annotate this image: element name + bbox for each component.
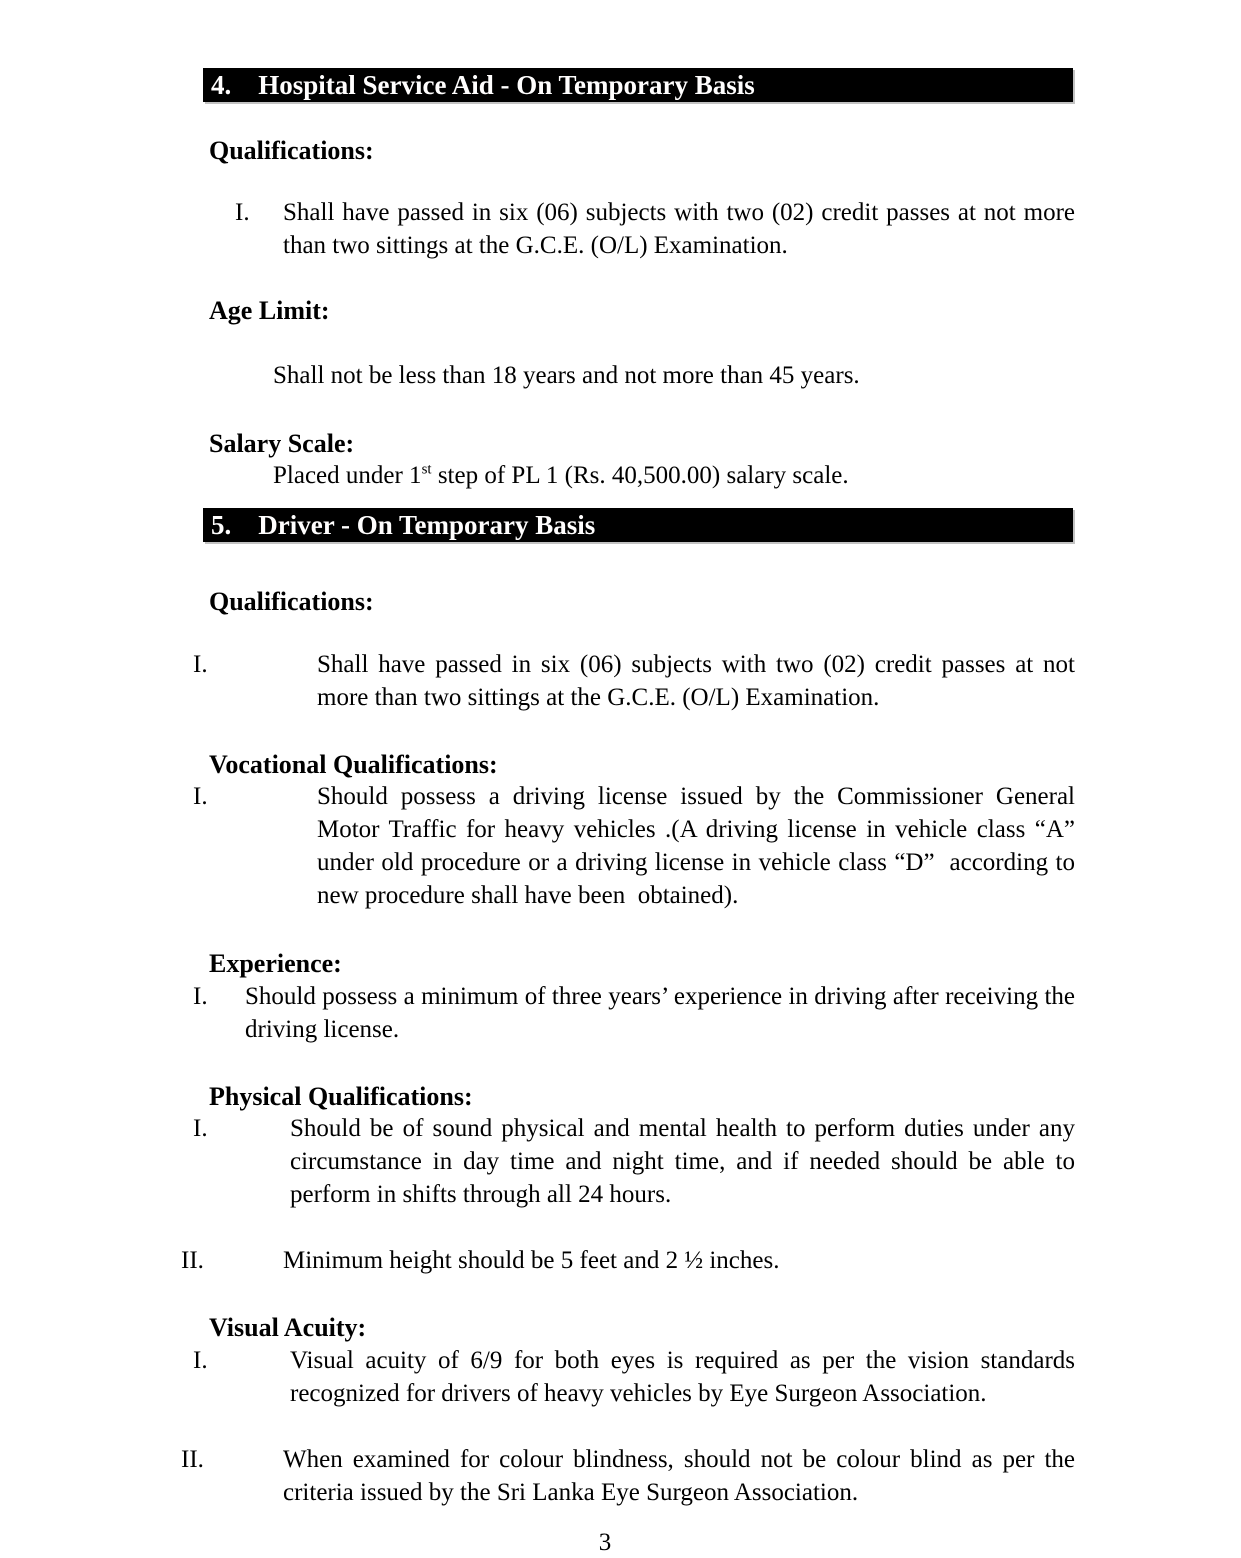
age-limit-text: Shall not be less than 18 years and not more than 45 years. (273, 362, 860, 389)
section-5-header-bar (203, 508, 1073, 542)
section-4-qualification-item (0, 196, 1241, 262)
section-5-physical-heading: Physical Qualifications: (209, 1082, 473, 1111)
section-4-title: Hospital Service Aid - On Temporary Basis (258, 70, 755, 100)
section-5-qualifications-heading: Qualifications: (209, 587, 374, 616)
section-5-vocational-heading: Vocational Qualifications: (209, 750, 498, 779)
roman-numeral-label: I. (193, 1115, 208, 1142)
salary-ordinal-superscript: st (421, 461, 432, 478)
roman-numeral-label: I. (193, 783, 208, 810)
salary-text-prefix: Placed under 1 (273, 462, 422, 489)
section-4-salary-heading: Salary Scale: (209, 429, 355, 458)
section-5-experience-heading: Experience: (209, 949, 342, 978)
roman-numeral-label: II. (181, 1446, 204, 1473)
roman-numeral-label: I. (193, 1347, 208, 1374)
salary-text (273, 459, 849, 492)
roman-numeral-label: I. (235, 199, 250, 226)
physical-item-2 (0, 1244, 1241, 1277)
item-text: Shall have passed in six (06) subjects with two (02) credit passes at not more than two sittings at the G.C.E. (O/L) Examination. (317, 651, 1082, 711)
page-number: 3 (598, 1529, 612, 1556)
item-text: Should be of sound physical and mental health to perform duties under any circumstance in day time and night time, and if needed should be able to perform in shifts through all 24 hours. (290, 1115, 1082, 1208)
section-5-qualification-item (0, 648, 1241, 714)
section-4-number: 4. (211, 70, 232, 100)
item-text: Should possess a minimum of three years’ experience in driving after receiving the driving license. (245, 983, 1082, 1043)
roman-numeral-label: I. (193, 651, 208, 678)
item-text: Minimum height should be 5 feet and 2 ½ inches. (283, 1247, 780, 1274)
section-4-header-bar (203, 68, 1073, 102)
item-text: Should possess a driving license issued by the Commissioner General Motor Traffic for heavy vehicles .(A driving license in vehicle class “A” under old procedure or a driving license in vehicle class “D” according to new procedure shall have been obtained). (317, 783, 1082, 909)
roman-numeral-label: I. (193, 983, 208, 1010)
vocational-item (0, 780, 1241, 912)
roman-numeral-label: II. (181, 1247, 204, 1274)
salary-text-suffix: step of PL 1 (Rs. 40,500.00) salary scale. (431, 462, 849, 489)
visual-acuity-item-1 (0, 1344, 1241, 1410)
section-4-qualifications-heading: Qualifications: (209, 136, 374, 165)
item-text: Shall have passed in six (06) subjects with two (02) credit passes at not more than two sittings at the G.C.E. (O/L) Examination. (283, 199, 1082, 259)
section-5-number: 5. (211, 510, 232, 540)
visual-acuity-item-2 (0, 1443, 1241, 1509)
physical-item-1 (0, 1112, 1241, 1211)
experience-item (0, 980, 1241, 1046)
section-4-age-limit-heading: Age Limit: (209, 296, 330, 325)
item-text: When examined for colour blindness, should not be colour blind as per the criteria issued by the Sri Lanka Eye Surgeon Association. (283, 1446, 1082, 1506)
section-5-title: Driver - On Temporary Basis (258, 510, 596, 540)
section-5-visual-acuity-heading: Visual Acuity: (209, 1313, 367, 1342)
item-text: Visual acuity of 6/9 for both eyes is required as per the vision standards recognized for drivers of heavy vehicles by Eye Surgeon Association. (290, 1347, 1082, 1407)
